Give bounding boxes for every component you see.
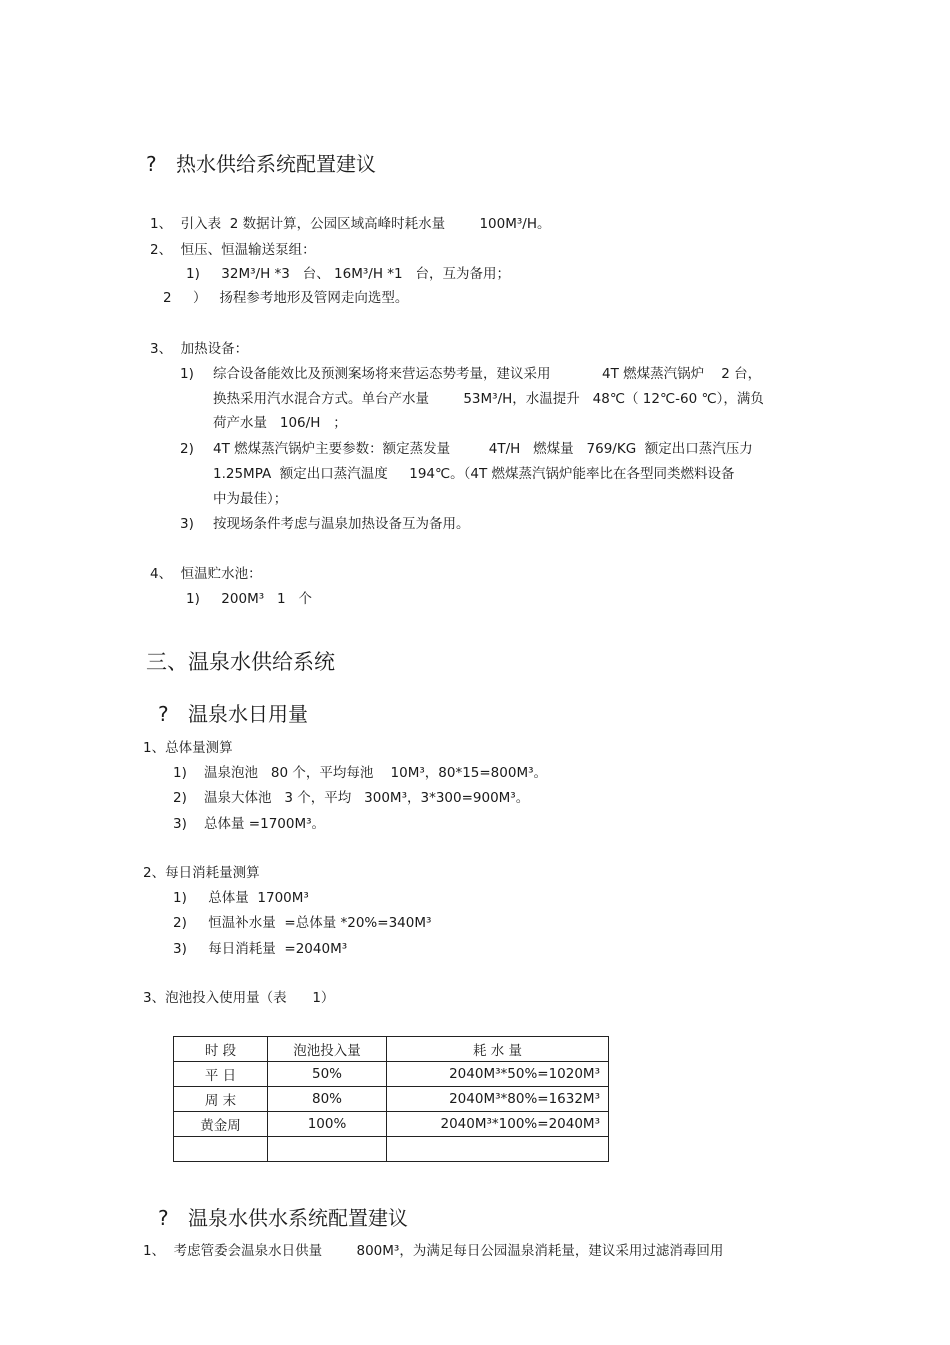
pool-usage-table <box>173 1036 609 1162</box>
table-header-row <box>174 1037 609 1062</box>
hot-item-4-sub-1: 1) 200M³ 1 个 <box>186 591 312 607</box>
hot-item-3-sub-3-num: 3) <box>180 516 194 532</box>
table-cell <box>174 1137 268 1162</box>
section-heading-hot-water <box>146 154 376 174</box>
hot-item-4: 4、 恒温贮水池： <box>150 566 262 582</box>
table-cell: 周 末 <box>174 1087 268 1112</box>
table-row <box>174 1137 609 1162</box>
hot-item-2-sub-1: 1) 32M³/H *3 台、 16M³/H *1 台，互为备用； <box>186 266 510 282</box>
daily-group-2-item-2: 2) 恒温补水量 =总体量 *20%=340M³ <box>173 915 432 931</box>
hot-item-1: 1、 引入表 2 数据计算，公园区域高峰时耗水量 100M³/H。 <box>150 216 551 232</box>
daily-group-1-item-2: 2) 温泉大体池 3 个，平均 300M³，3*300=900M³。 <box>173 790 530 806</box>
hot-item-3-sub-1-num: 1) <box>180 366 194 382</box>
table-cell: 2040M³*50%=1020M³ <box>387 1062 609 1087</box>
hot-item-3-sub-1-line-2: 换热采用汽水混合方式。单台产水量 53M³/H，水温提升 48℃（ 12℃-60 ℃），满负 <box>213 391 764 407</box>
heading-title: 温泉水日用量 <box>188 702 308 726</box>
hot-item-3-sub-1-line-3: 荷产水量 106/H ； <box>213 415 347 431</box>
section-three-title: 三、温泉水供给系统 <box>146 650 335 674</box>
table-cell: 50% <box>268 1062 387 1087</box>
hot-item-3: 3、 加热设备： <box>150 341 249 357</box>
heading-title: 温泉水供水系统配置建议 <box>188 1206 408 1230</box>
hot-item-2-sub-2: 2 ） 扬程参考地形及管网走向选型。 <box>163 290 409 306</box>
subsection-daily-usage-heading <box>158 704 308 724</box>
hot-item-3-sub-3-line-1: 按现场条件考虑与温泉加热设备互为备用。 <box>213 516 470 532</box>
table-cell: 黄金周 <box>174 1112 268 1137</box>
daily-group-1-item-1: 1) 温泉泡池 80 个，平均每池 10M³，80*15=800M³。 <box>173 765 548 781</box>
table-cell: 2040M³*80%=1632M³ <box>387 1087 609 1112</box>
heading-marker: ? <box>146 152 157 176</box>
heading-marker: ? <box>158 1206 169 1230</box>
daily-group-2-item-3: 3) 每日消耗量 =2040M³ <box>173 941 348 957</box>
table-cell: 2040M³*100%=2040M³ <box>387 1112 609 1137</box>
table-cell: 平 日 <box>174 1062 268 1087</box>
table-row <box>174 1062 609 1087</box>
daily-group-2-item-1: 1) 总体量 1700M³ <box>173 890 309 906</box>
daily-group-1-item-3: 3) 总体量 =1700M³。 <box>173 816 326 832</box>
heading-title: 热水供给系统配置建议 <box>176 152 376 176</box>
hot-item-3-sub-2-line-1: 4T 燃煤蒸汽锅炉主要参数：额定蒸发量 4T/H 燃煤量 769/KG 额定出口蒸汽压力 <box>213 441 753 457</box>
table-header-cell: 泡池投入量 <box>268 1037 387 1062</box>
hot-item-3-sub-1-line-1: 综合设备能效比及预测案场将来营运态势考量，建议采用 4T 燃煤蒸汽锅炉 2 台， <box>213 366 762 382</box>
table-cell <box>387 1137 609 1162</box>
hot-item-3-sub-2-num: 2) <box>180 441 194 457</box>
supply-paragraph-1: 1、 考虑管委会温泉水日供量 800M³，为满足每日公园温泉消耗量，建议采用过滤消毒回用 <box>143 1243 724 1259</box>
subsection-supply-config-heading <box>158 1208 408 1228</box>
table-row <box>174 1112 609 1137</box>
hot-item-3-sub-2-line-3: 中为最佳）； <box>213 491 288 507</box>
hot-item-2: 2、 恒压、恒温输送泵组： <box>150 242 316 258</box>
heading-marker: ? <box>158 702 169 726</box>
daily-group-3: 3、泡池投入使用量（表 1） <box>143 990 335 1006</box>
daily-group-2: 2、每日消耗量测算 <box>143 865 260 881</box>
table-cell <box>268 1137 387 1162</box>
table-cell: 100% <box>268 1112 387 1137</box>
table-header-cell: 时 段 <box>174 1037 268 1062</box>
table-header-cell: 耗 水 量 <box>387 1037 609 1062</box>
daily-group-1: 1、总体量测算 <box>143 740 233 756</box>
table-cell: 80% <box>268 1087 387 1112</box>
hot-item-3-sub-2-line-2: 1.25MPA 额定出口蒸汽温度 194℃。（4T 燃煤蒸汽锅炉能率比在各型同类燃料设备 <box>213 466 735 482</box>
table-row <box>174 1087 609 1112</box>
